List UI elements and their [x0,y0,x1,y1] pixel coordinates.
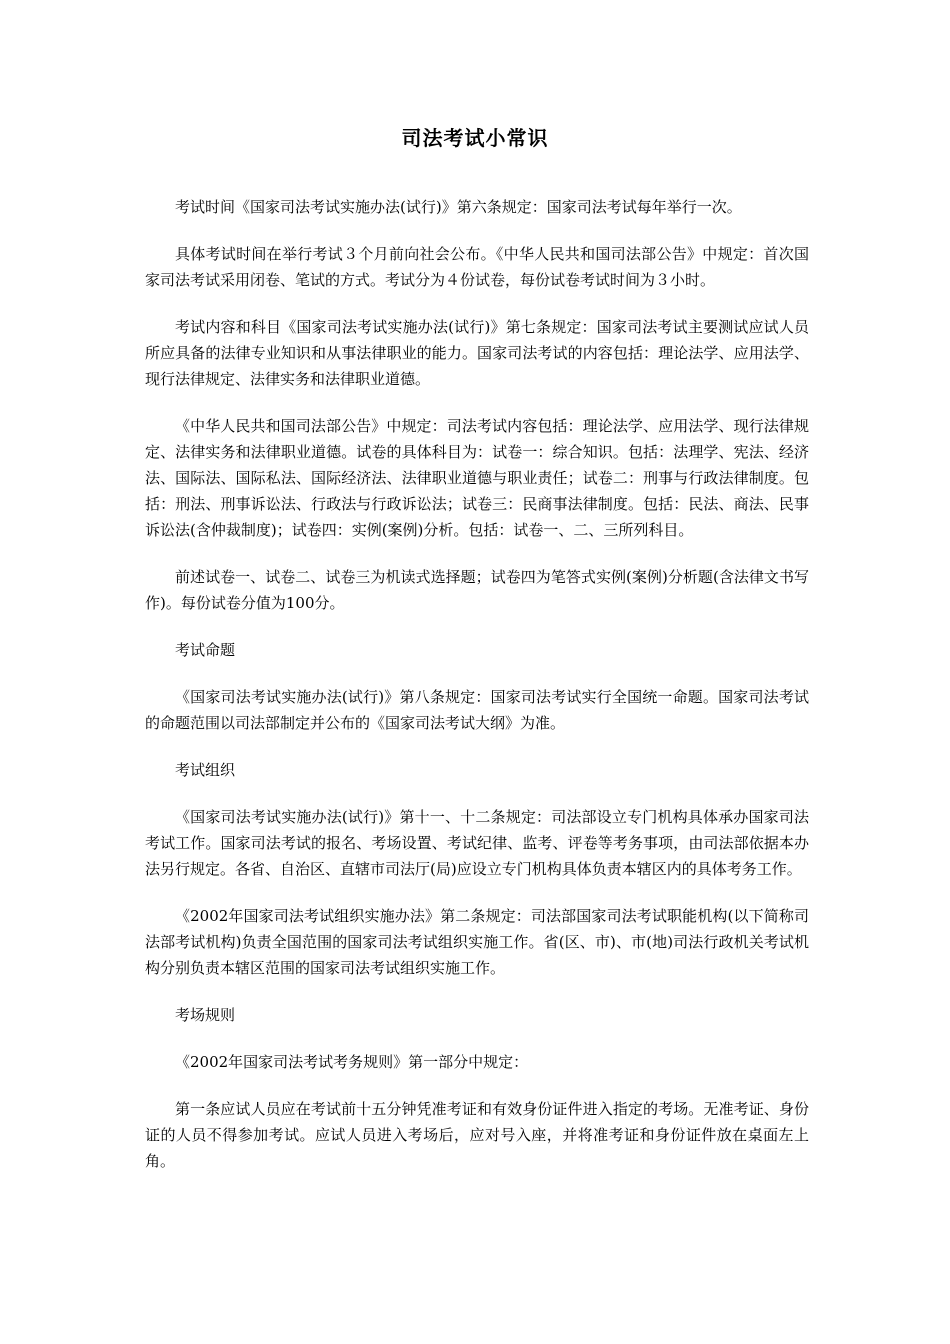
paragraph-rule-1: 第一条应试人员应在考试前十五分钟凭准考证和有效身份证件进入指定的考场。无准考证、身份证的人员不得参加考试。应试人员进入考场后，应对号入座，并将准考证和身份证件放在桌面左上角。 [145,1100,809,1170]
paragraph-organization-2002: 《2002年国家司法考试组织实施办法》第二条规定：司法部国家司法考试职能机构(以下简称司法部考试机构)负责全国范围的国家司法考试组织实施工作。省(区、市)、市(地)司法行政机关考试机构分别负责本辖区范围的国家司法考试组织实施工作。 [145,907,809,977]
paragraph-exam-content: 考试内容和科目《国家司法考试实施办法(试行)》第七条规定：国家司法考试主要测试应试人员所应具备的法律专业知识和从事法律职业的能力。国家司法考试的内容包括：理论法学、应用法学、现行法律规定、法律实务和法律职业道德。 [145,318,809,388]
paragraph-organization: 《国家司法考试实施办法(试行)》第十一、十二条规定：司法部设立专门机构具体承办国家司法考试工作。国家司法考试的报名、考场设置、考试纪律、监考、评卷等考务事项，由司法部依据本办法另行规定。各省、自治区、直辖市司法厅(局)应设立专门机构具体负责本辖区内的具体考务工作。 [145,808,809,878]
paragraph-exam-format: 前述试卷一、试卷二、试卷三为机读式选择题；试卷四为笔答式实例(案例)分析题(含法律文书写作)。每份试卷分值为100分。 [145,568,809,612]
paragraph-proposition: 《国家司法考试实施办法(试行)》第八条规定：国家司法考试实行全国统一命题。国家司法考试的命题范围以司法部制定并公布的《国家司法考试大纲》为准。 [145,688,809,732]
paragraph-exam-subjects: 《中华人民共和国司法部公告》中规定：司法考试内容包括：理论法学、应用法学、现行法律规定、法律实务和法律职业道德。试卷的具体科目为：试卷一：综合知识。包括：法理学、宪法、经济法、国际法、国际私法、国际经济法、法律职业道德与职业责任；试卷二：刑事与行政法律制度。包括：刑法、刑事诉讼法、行政法与行政诉讼法；试卷三：民商事法律制度。包括：民法、商法、民事诉讼法(含仲裁制度)；试卷四：实例(案例)分析。包括：试卷一、二、三所列科目。 [145,417,809,539]
section-heading-organization: 考试组织 [175,761,236,779]
paragraph-exam-time: 考试时间《国家司法考试实施办法(试行)》第六条规定：国家司法考试每年举行一次。 [175,198,742,216]
section-heading-rules: 考场规则 [175,1006,236,1024]
document-title: 司法考试小常识 [401,126,549,150]
section-heading-proposition: 考试命题 [175,641,236,659]
paragraph-exam-schedule: 具体考试时间在举行考试３个月前向社会公布。《中华人民共和国司法部公告》中规定：首次国家司法考试采用闭卷、笔试的方式。考试分为４份试卷，每份试卷考试时间为３小时。 [145,245,809,289]
document-body [145,194,809,1195]
paragraph-rules-intro: 《2002年国家司法考试考务规则》第一部分中规定： [175,1053,529,1071]
